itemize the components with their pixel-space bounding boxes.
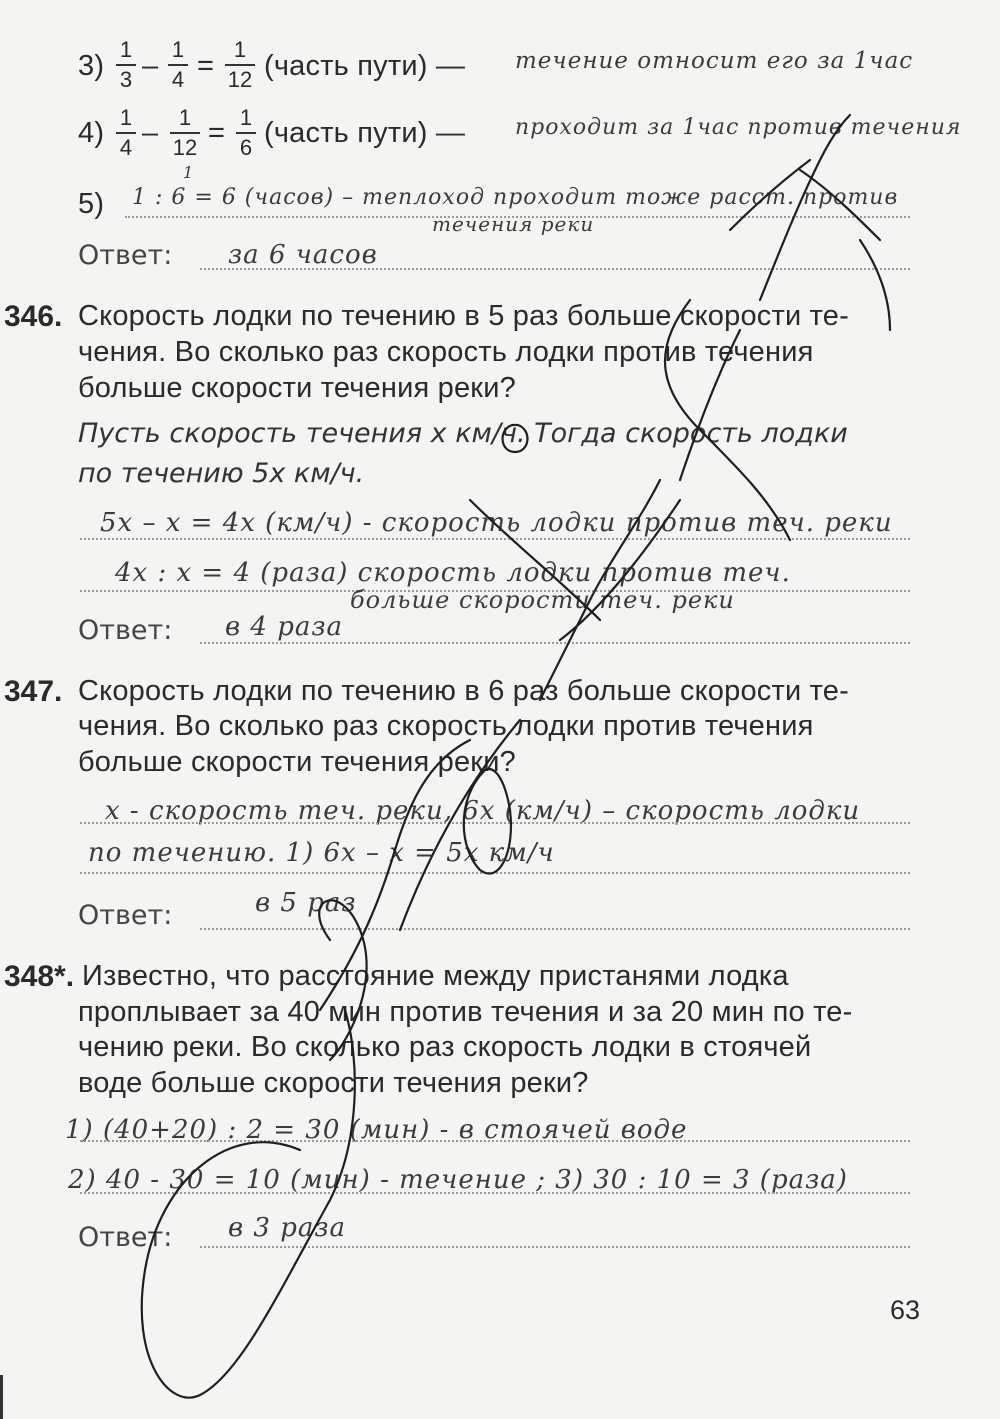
denominator: 12 [172,135,198,160]
denominator: 4 [119,135,133,160]
problem-346-line-3: больше скорости течения реки? [78,372,516,404]
answer-line [200,268,910,270]
answer-line [200,928,910,930]
answer-label: Ответ: [78,1222,173,1253]
problem-348-line-2: проплывает за 40 мин против течения и за 20 мин по те- [78,996,853,1028]
answer-handwriting: в 5 раз [255,888,357,918]
denominator: 6 [239,135,253,160]
item5-handwriting-2: течения реки [432,212,595,236]
problem-346-given-2: по течению 5x км/ч. [78,458,365,489]
answer-handwriting: в 4 раза [225,612,344,642]
problem-348-line-4: воде больше скорости течения реки? [78,1067,589,1099]
answer-line [80,538,910,540]
denominator: 4 [171,67,185,92]
scan-edge-mark [0,1375,3,1419]
item3-fraction-2 [168,38,188,92]
denominator: 3 [119,67,133,92]
problem-346-line-1: Скорость лодки по течению в 5 раз больше скорости те- [78,300,849,332]
problem-348-handwriting-2: 2) 40 - 30 = 10 (мин) - течение ; 3) 30 : 10 = 3 (раза) [68,1165,848,1195]
problem-346-given-1: Пусть скорость течения x км/ч. Тогда скорость лодки [78,418,848,449]
numerator: 1 [119,105,133,130]
answer-line [200,1246,910,1248]
problem-348-line-1: Известно, что расстояние между пристанями лодка [82,960,789,992]
item3-handwriting: течение относит его за 1час [515,48,914,74]
answer-line [80,1192,910,1194]
numerator: 1 [233,37,247,62]
answer-line [80,1140,910,1142]
problem-346-handwriting-2: 4x : x = 4 (раза) скорость лодки против теч. [115,558,791,588]
problem-number-348: 348*. [4,960,75,993]
item4-fraction-2 [170,106,200,160]
problem-346-handwriting-3: больше скорости теч. реки [350,586,735,614]
item4-text: (часть пути) — [264,117,466,149]
problem-347-handwriting-1: x - скорость теч. реки, 6x (км/ч) – скорость лодки [105,796,861,826]
problem-number-347: 347. [4,675,63,708]
item5-handwriting: 1 : 6 = 6 (часов) – теплоход проходит тоже расст. против [132,185,899,210]
answer-line [80,822,910,824]
equals-sign: = [197,50,215,82]
numerator: 1 [178,105,192,130]
answer-line [125,216,910,218]
numerator: 1 [239,105,253,130]
item5-label: 5) [78,188,105,220]
problem-347-line-1: Скорость лодки по течению в 6 раз больше скорости те- [78,675,849,707]
answer-line [80,872,910,874]
problem-348-handwriting-1: 1) (40+20) : 2 = 30 (мин) - в стоячей воде [65,1115,688,1145]
item3-fraction-3 [225,38,255,92]
item4-handwriting: проходит за 1час против течения [515,115,962,140]
item3-label: 3) [78,50,105,82]
page-number: 63 [890,1295,921,1325]
minus-sign: – [142,117,159,149]
answer-label: Ответ: [78,900,173,931]
problem-346-handwriting-1: 5x – x = 4x (км/ч) - скорость лодки против теч. реки [100,508,893,538]
answer-handwriting: за 6 часов [228,240,378,270]
problem-346-line-2: чения. Во сколько раз скорость лодки против течения [78,336,814,368]
item5-superscript: 1 [183,163,195,182]
answer-label: Ответ: [78,240,173,271]
item4-fraction-3 [236,106,256,160]
item4-label: 4) [78,117,105,149]
problem-number-346: 346. [4,300,63,333]
problem-347-line-2: чения. Во сколько раз скорость лодки против течения [78,710,814,742]
item3-text: (часть пути) — [264,50,466,82]
numerator: 1 [171,37,185,62]
minus-sign: – [142,50,159,82]
item4-fraction-1 [116,106,136,160]
problem-347-line-3: больше скорости течения реки? [78,746,516,778]
problem-348-line-3: чению реки. Во сколько раз скорость лодки в стоячей [78,1031,812,1063]
numerator: 1 [119,37,133,62]
answer-line [200,642,910,644]
item3-fraction-1 [116,38,136,92]
equals-sign: = [208,117,226,149]
answer-handwriting: в 3 раза [228,1213,347,1243]
problem-347-handwriting-2: по течению. 1) 6x – x = 5x км/ч [88,838,555,868]
denominator: 12 [227,67,253,92]
answer-label: Ответ: [78,615,173,646]
